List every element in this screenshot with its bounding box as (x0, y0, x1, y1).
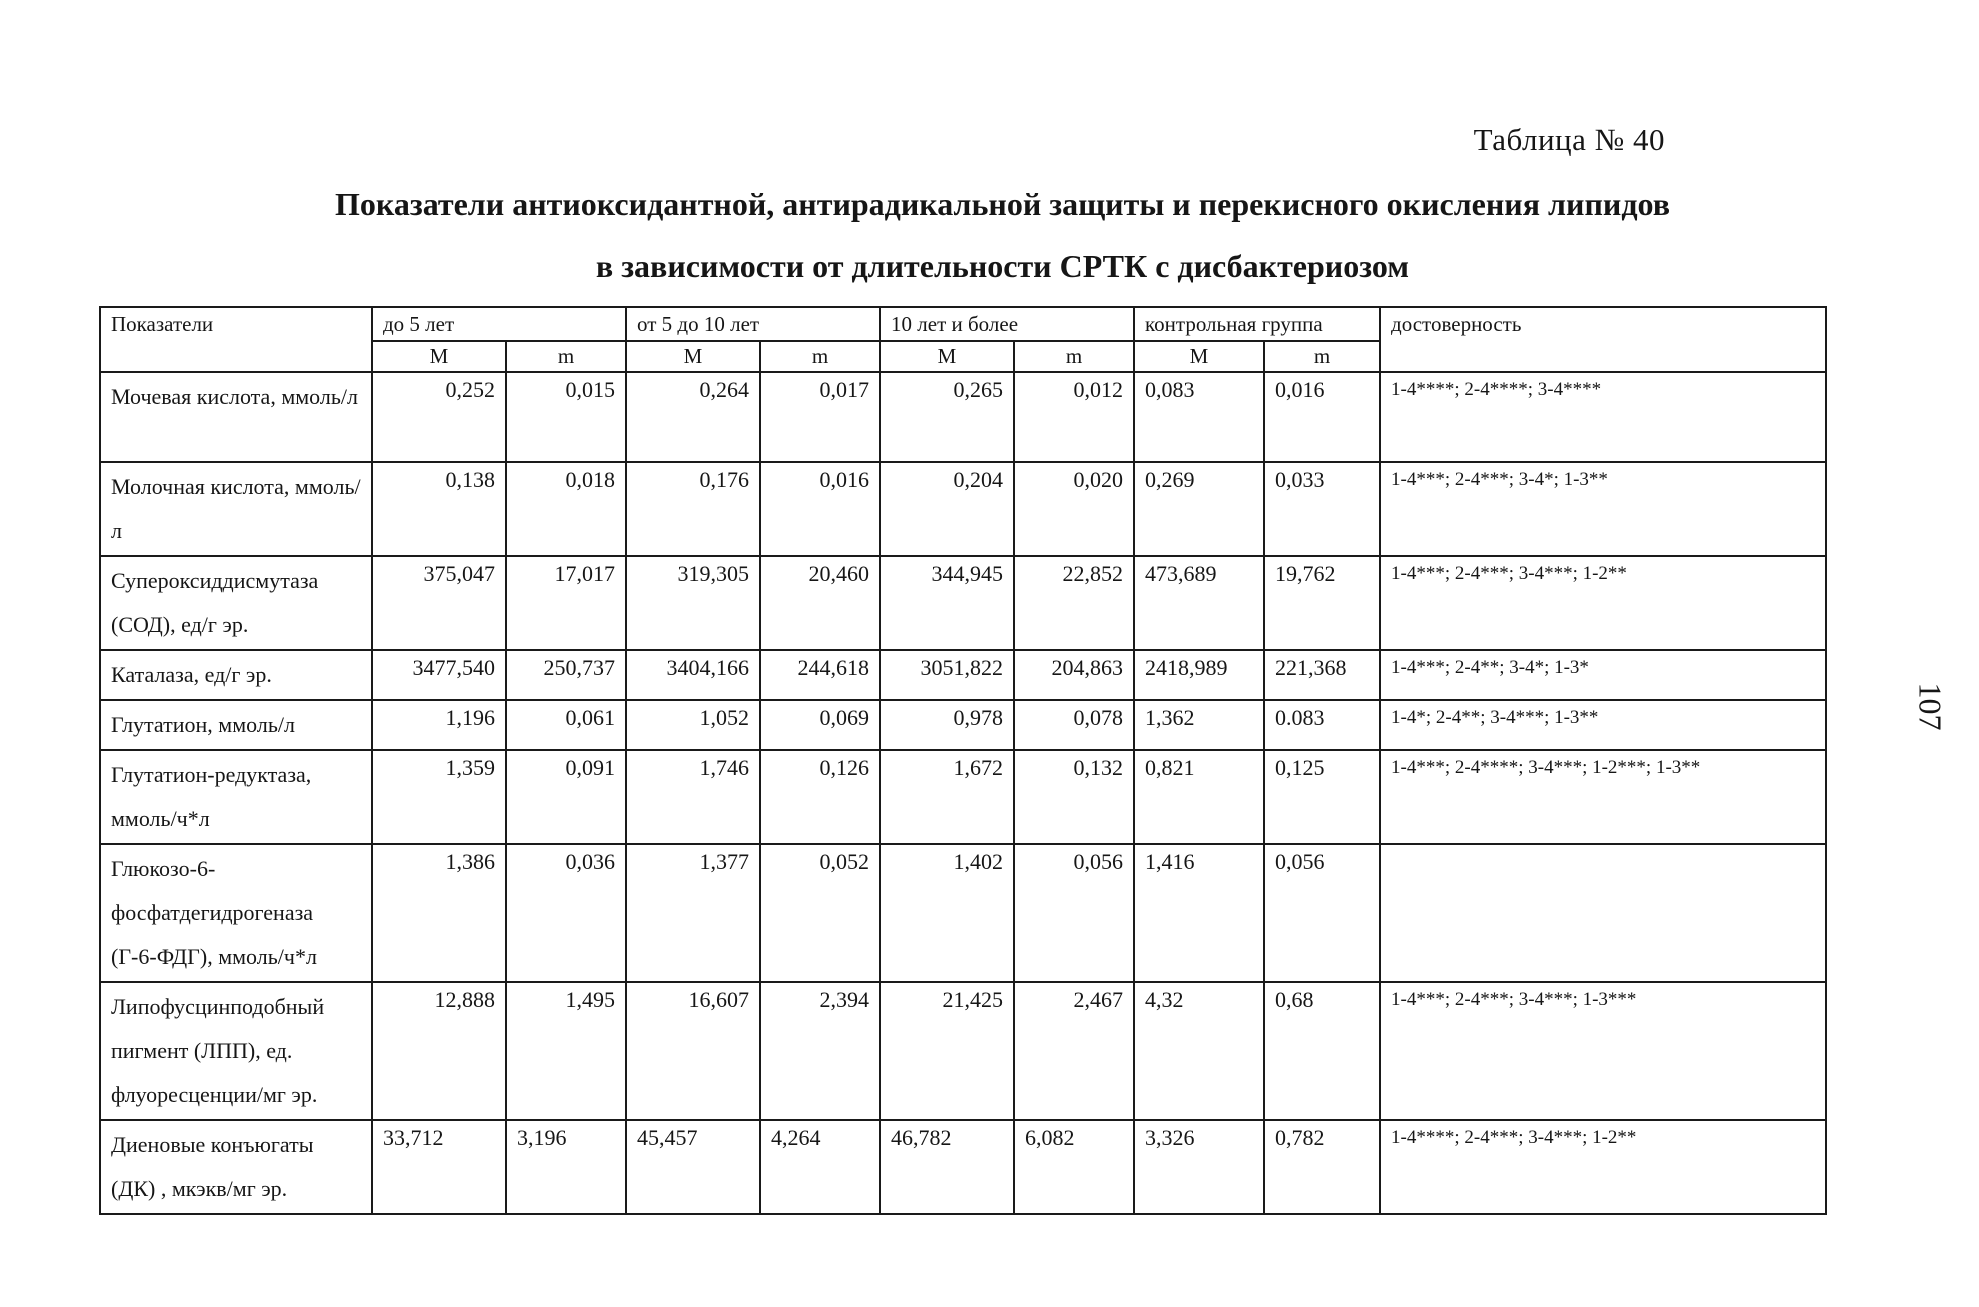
row-label: Мочевая кислота, ммоль/л (100, 372, 372, 462)
subheader-mean: М (1134, 341, 1264, 371)
cell-value: 19,762 (1264, 556, 1380, 650)
cell-value: 0,016 (1264, 372, 1380, 462)
table-row (100, 844, 1826, 982)
cell-value: 3051,822 (880, 650, 1014, 700)
subheader-mean: М (372, 341, 506, 371)
cell-significance: 1-4*; 2-4**; 3-4***; 1-3** (1380, 700, 1826, 750)
cell-value: 0,132 (1014, 750, 1134, 844)
cell-value: 0,036 (506, 844, 626, 982)
cell-value: 0,265 (880, 372, 1014, 462)
cell-value: 22,852 (1014, 556, 1134, 650)
cell-value: 0,020 (1014, 462, 1134, 556)
cell-value: 473,689 (1134, 556, 1264, 650)
cell-value: 0,078 (1014, 700, 1134, 750)
cell-value: 1,386 (372, 844, 506, 982)
subheader-error: m (760, 341, 880, 371)
header-indicator: Показатели (100, 307, 372, 372)
cell-value: 0,252 (372, 372, 506, 462)
cell-value: 0,821 (1134, 750, 1264, 844)
table-row (100, 700, 1826, 750)
row-label: Глюкозо-6-фосфатдегидрогеназа (Г-6-ФДГ), ммоль/ч*л (100, 844, 372, 982)
cell-value: 0,033 (1264, 462, 1380, 556)
cell-value: 0,68 (1264, 982, 1380, 1120)
cell-significance: 1-4***; 2-4***; 3-4***; 1-2** (1380, 556, 1826, 650)
cell-value: 46,782 (880, 1120, 1014, 1214)
table-row (100, 462, 1826, 556)
cell-value: 3404,166 (626, 650, 760, 700)
cell-significance: 1-4***; 2-4****; 3-4***; 1-2***; 1-3** (1380, 750, 1826, 844)
cell-value: 0,018 (506, 462, 626, 556)
cell-value: 21,425 (880, 982, 1014, 1120)
row-label: Молочная кислота, ммоль/л (100, 462, 372, 556)
cell-value: 0,052 (760, 844, 880, 982)
cell-value: 0,015 (506, 372, 626, 462)
cell-value: 2,394 (760, 982, 880, 1120)
table-row (100, 982, 1826, 1120)
cell-value: 0,782 (1264, 1120, 1380, 1214)
cell-value: 3,196 (506, 1120, 626, 1214)
subheader-mean: М (880, 341, 1014, 371)
cell-value: 244,618 (760, 650, 880, 700)
cell-significance (1380, 844, 1826, 982)
table-row (100, 650, 1826, 700)
row-label: Каталаза, ед/г эр. (100, 650, 372, 700)
cell-value: 1,402 (880, 844, 1014, 982)
cell-value: 20,460 (760, 556, 880, 650)
cell-value: 0,204 (880, 462, 1014, 556)
table-row (100, 556, 1826, 650)
header-group: контрольная группа (1134, 307, 1380, 341)
cell-value: 0,083 (1134, 372, 1264, 462)
cell-value: 0,269 (1134, 462, 1264, 556)
row-label: Липофусцинподобный пигмент (ЛПП), ед. флуоресценции/мг эр. (100, 982, 372, 1120)
cell-value: 0,264 (626, 372, 760, 462)
cell-value: 1,196 (372, 700, 506, 750)
table-title-line-1: Показатели антиоксидантной, антирадикальной защиты и перекисного окисления липидов (335, 186, 1670, 222)
table-number: Таблица № 40 (1473, 122, 1665, 157)
cell-value: 0,016 (760, 462, 880, 556)
cell-value: 4,32 (1134, 982, 1264, 1120)
subheader-mean: М (626, 341, 760, 371)
cell-value: 0,069 (760, 700, 880, 750)
cell-value: 0,126 (760, 750, 880, 844)
cell-value: 0,176 (626, 462, 760, 556)
cell-significance: 1-4***; 2-4***; 3-4***; 1-3*** (1380, 982, 1826, 1120)
header-group: до 5 лет (372, 307, 626, 341)
cell-value: 16,607 (626, 982, 760, 1120)
cell-value: 319,305 (626, 556, 760, 650)
data-table (99, 306, 1827, 1215)
cell-significance: 1-4***; 2-4***; 3-4*; 1-3** (1380, 462, 1826, 556)
header-group: 10 лет и более (880, 307, 1134, 341)
cell-value: 33,712 (372, 1120, 506, 1214)
cell-value: 4,264 (760, 1120, 880, 1214)
cell-value: 1,362 (1134, 700, 1264, 750)
cell-value: 0,125 (1264, 750, 1380, 844)
cell-value: 0,978 (880, 700, 1014, 750)
cell-value: 45,457 (626, 1120, 760, 1214)
subheader-error: m (506, 341, 626, 371)
cell-value: 0,056 (1264, 844, 1380, 982)
cell-value: 1,746 (626, 750, 760, 844)
cell-value: 0,017 (760, 372, 880, 462)
row-label: Глутатион, ммоль/л (100, 700, 372, 750)
cell-value: 0,091 (506, 750, 626, 844)
cell-value: 0,061 (506, 700, 626, 750)
subheader-error: m (1014, 341, 1134, 371)
cell-value: 3,326 (1134, 1120, 1264, 1214)
cell-value: 3477,540 (372, 650, 506, 700)
cell-value: 1,052 (626, 700, 760, 750)
row-label: Глутатион-редуктаза, ммоль/ч*л (100, 750, 372, 844)
cell-value: 221,368 (1264, 650, 1380, 700)
cell-significance: 1-4****; 2-4****; 3-4**** (1380, 372, 1826, 462)
header-row (100, 307, 1826, 341)
cell-value: 344,945 (880, 556, 1014, 650)
table-row (100, 372, 1826, 462)
table-row (100, 750, 1826, 844)
cell-significance: 1-4****; 2-4***; 3-4***; 1-2** (1380, 1120, 1826, 1214)
cell-value: 0,138 (372, 462, 506, 556)
cell-value: 1,495 (506, 982, 626, 1120)
cell-value: 1,672 (880, 750, 1014, 844)
row-label: Супероксиддисмутаза (СОД), ед/г эр. (100, 556, 372, 650)
cell-value: 250,737 (506, 650, 626, 700)
cell-significance: 1-4***; 2-4**; 3-4*; 1-3* (1380, 650, 1826, 700)
page-number: 107 (1912, 682, 1949, 731)
cell-value: 1,359 (372, 750, 506, 844)
cell-value: 204,863 (1014, 650, 1134, 700)
cell-value: 0,012 (1014, 372, 1134, 462)
header-significance: достоверность (1380, 307, 1826, 372)
cell-value: 12,888 (372, 982, 506, 1120)
subheader-error: m (1264, 341, 1380, 371)
cell-value: 0,056 (1014, 844, 1134, 982)
row-label: Диеновые конъюгаты (ДК) , мкэкв/мг эр. (100, 1120, 372, 1214)
cell-value: 2,467 (1014, 982, 1134, 1120)
cell-value: 2418,989 (1134, 650, 1264, 700)
cell-value: 1,377 (626, 844, 760, 982)
cell-value: 6,082 (1014, 1120, 1134, 1214)
cell-value: 0.083 (1264, 700, 1380, 750)
cell-value: 1,416 (1134, 844, 1264, 982)
table-row (100, 1120, 1826, 1214)
table-title-line-2: в зависимости от длительности СРТК с дисбактериозом (595, 248, 1410, 284)
cell-value: 17,017 (506, 556, 626, 650)
cell-value: 375,047 (372, 556, 506, 650)
header-group: от 5 до 10 лет (626, 307, 880, 341)
